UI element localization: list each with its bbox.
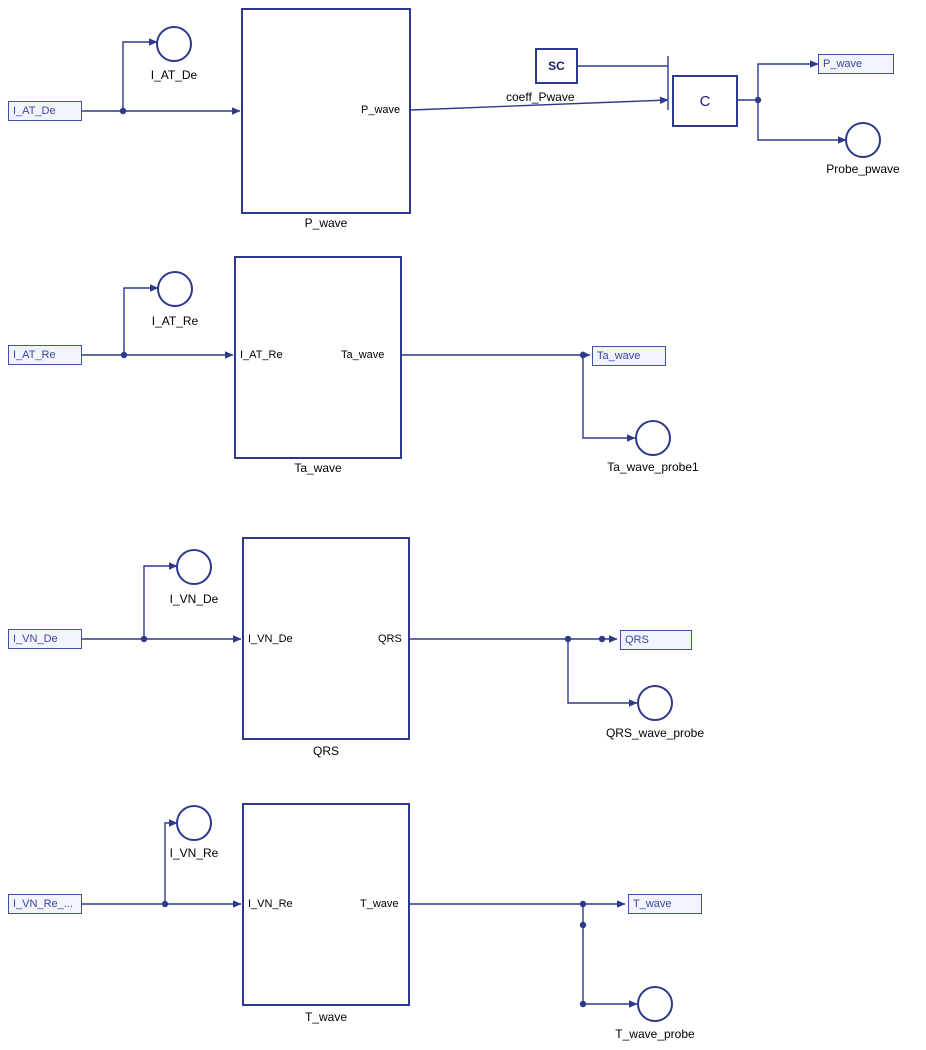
input-port-i-vn-re[interactable]: I_VN_Re_... — [8, 894, 82, 914]
port-label-p-wave-out: P_wave — [361, 104, 401, 116]
port-label-qrs-in: I_VN_De — [248, 633, 293, 645]
port-label-t-wave-out: T_wave — [360, 898, 399, 910]
output-port-t-wave[interactable]: T_wave — [628, 894, 702, 914]
signal-label-coeff-pwave: coeff_Pwave — [506, 90, 575, 104]
probe-label-i-at-re: I_AT_Re — [151, 314, 199, 328]
probe-label-ta-wave: Ta_wave_probe1 — [607, 460, 699, 474]
probe-i-vn-re[interactable] — [176, 805, 212, 841]
probe-i-at-re[interactable] — [157, 271, 193, 307]
port-label-ta-wave-in: I_AT_Re — [240, 349, 283, 361]
probe-label-i-vn-re: I_VN_Re — [169, 846, 219, 860]
block-label-qrs: QRS — [312, 744, 339, 758]
probe-label-t-wave: T_wave_probe — [615, 1027, 695, 1041]
block-label-ta-wave: Ta_wave — [294, 461, 342, 475]
block-label-t-wave: T_wave — [304, 1010, 348, 1024]
output-port-qrs[interactable]: QRS — [620, 630, 692, 650]
probe-label-qrs-wave: QRS_wave_probe — [605, 726, 705, 740]
probe-pwave[interactable] — [845, 122, 881, 158]
probe-label-i-at-de: I_AT_De — [150, 68, 198, 82]
probe-t-wave[interactable] — [637, 986, 673, 1022]
probe-i-vn-de[interactable] — [176, 549, 212, 585]
block-c-multiply[interactable]: C — [672, 75, 738, 127]
input-port-i-at-re[interactable]: I_AT_Re — [8, 345, 82, 365]
block-sc[interactable]: SC — [535, 48, 578, 84]
output-port-ta-wave[interactable]: Ta_wave — [592, 346, 666, 366]
probe-i-at-de[interactable] — [156, 26, 192, 62]
port-label-t-wave-in: I_VN_Re — [248, 898, 293, 910]
port-label-qrs-out: QRS — [378, 633, 402, 645]
output-port-p-wave[interactable]: P_wave — [818, 54, 894, 74]
block-label-p-wave: P_wave — [304, 216, 348, 230]
probe-label-i-vn-de: I_VN_De — [169, 592, 219, 606]
port-label-ta-wave-out: Ta_wave — [341, 349, 385, 361]
input-port-i-vn-de[interactable]: I_VN_De — [8, 629, 82, 649]
input-port-i-at-de[interactable]: I_AT_De — [8, 101, 82, 121]
probe-qrs-wave[interactable] — [637, 685, 673, 721]
probe-ta-wave[interactable] — [635, 420, 671, 456]
probe-label-pwave: Probe_pwave — [826, 162, 900, 176]
